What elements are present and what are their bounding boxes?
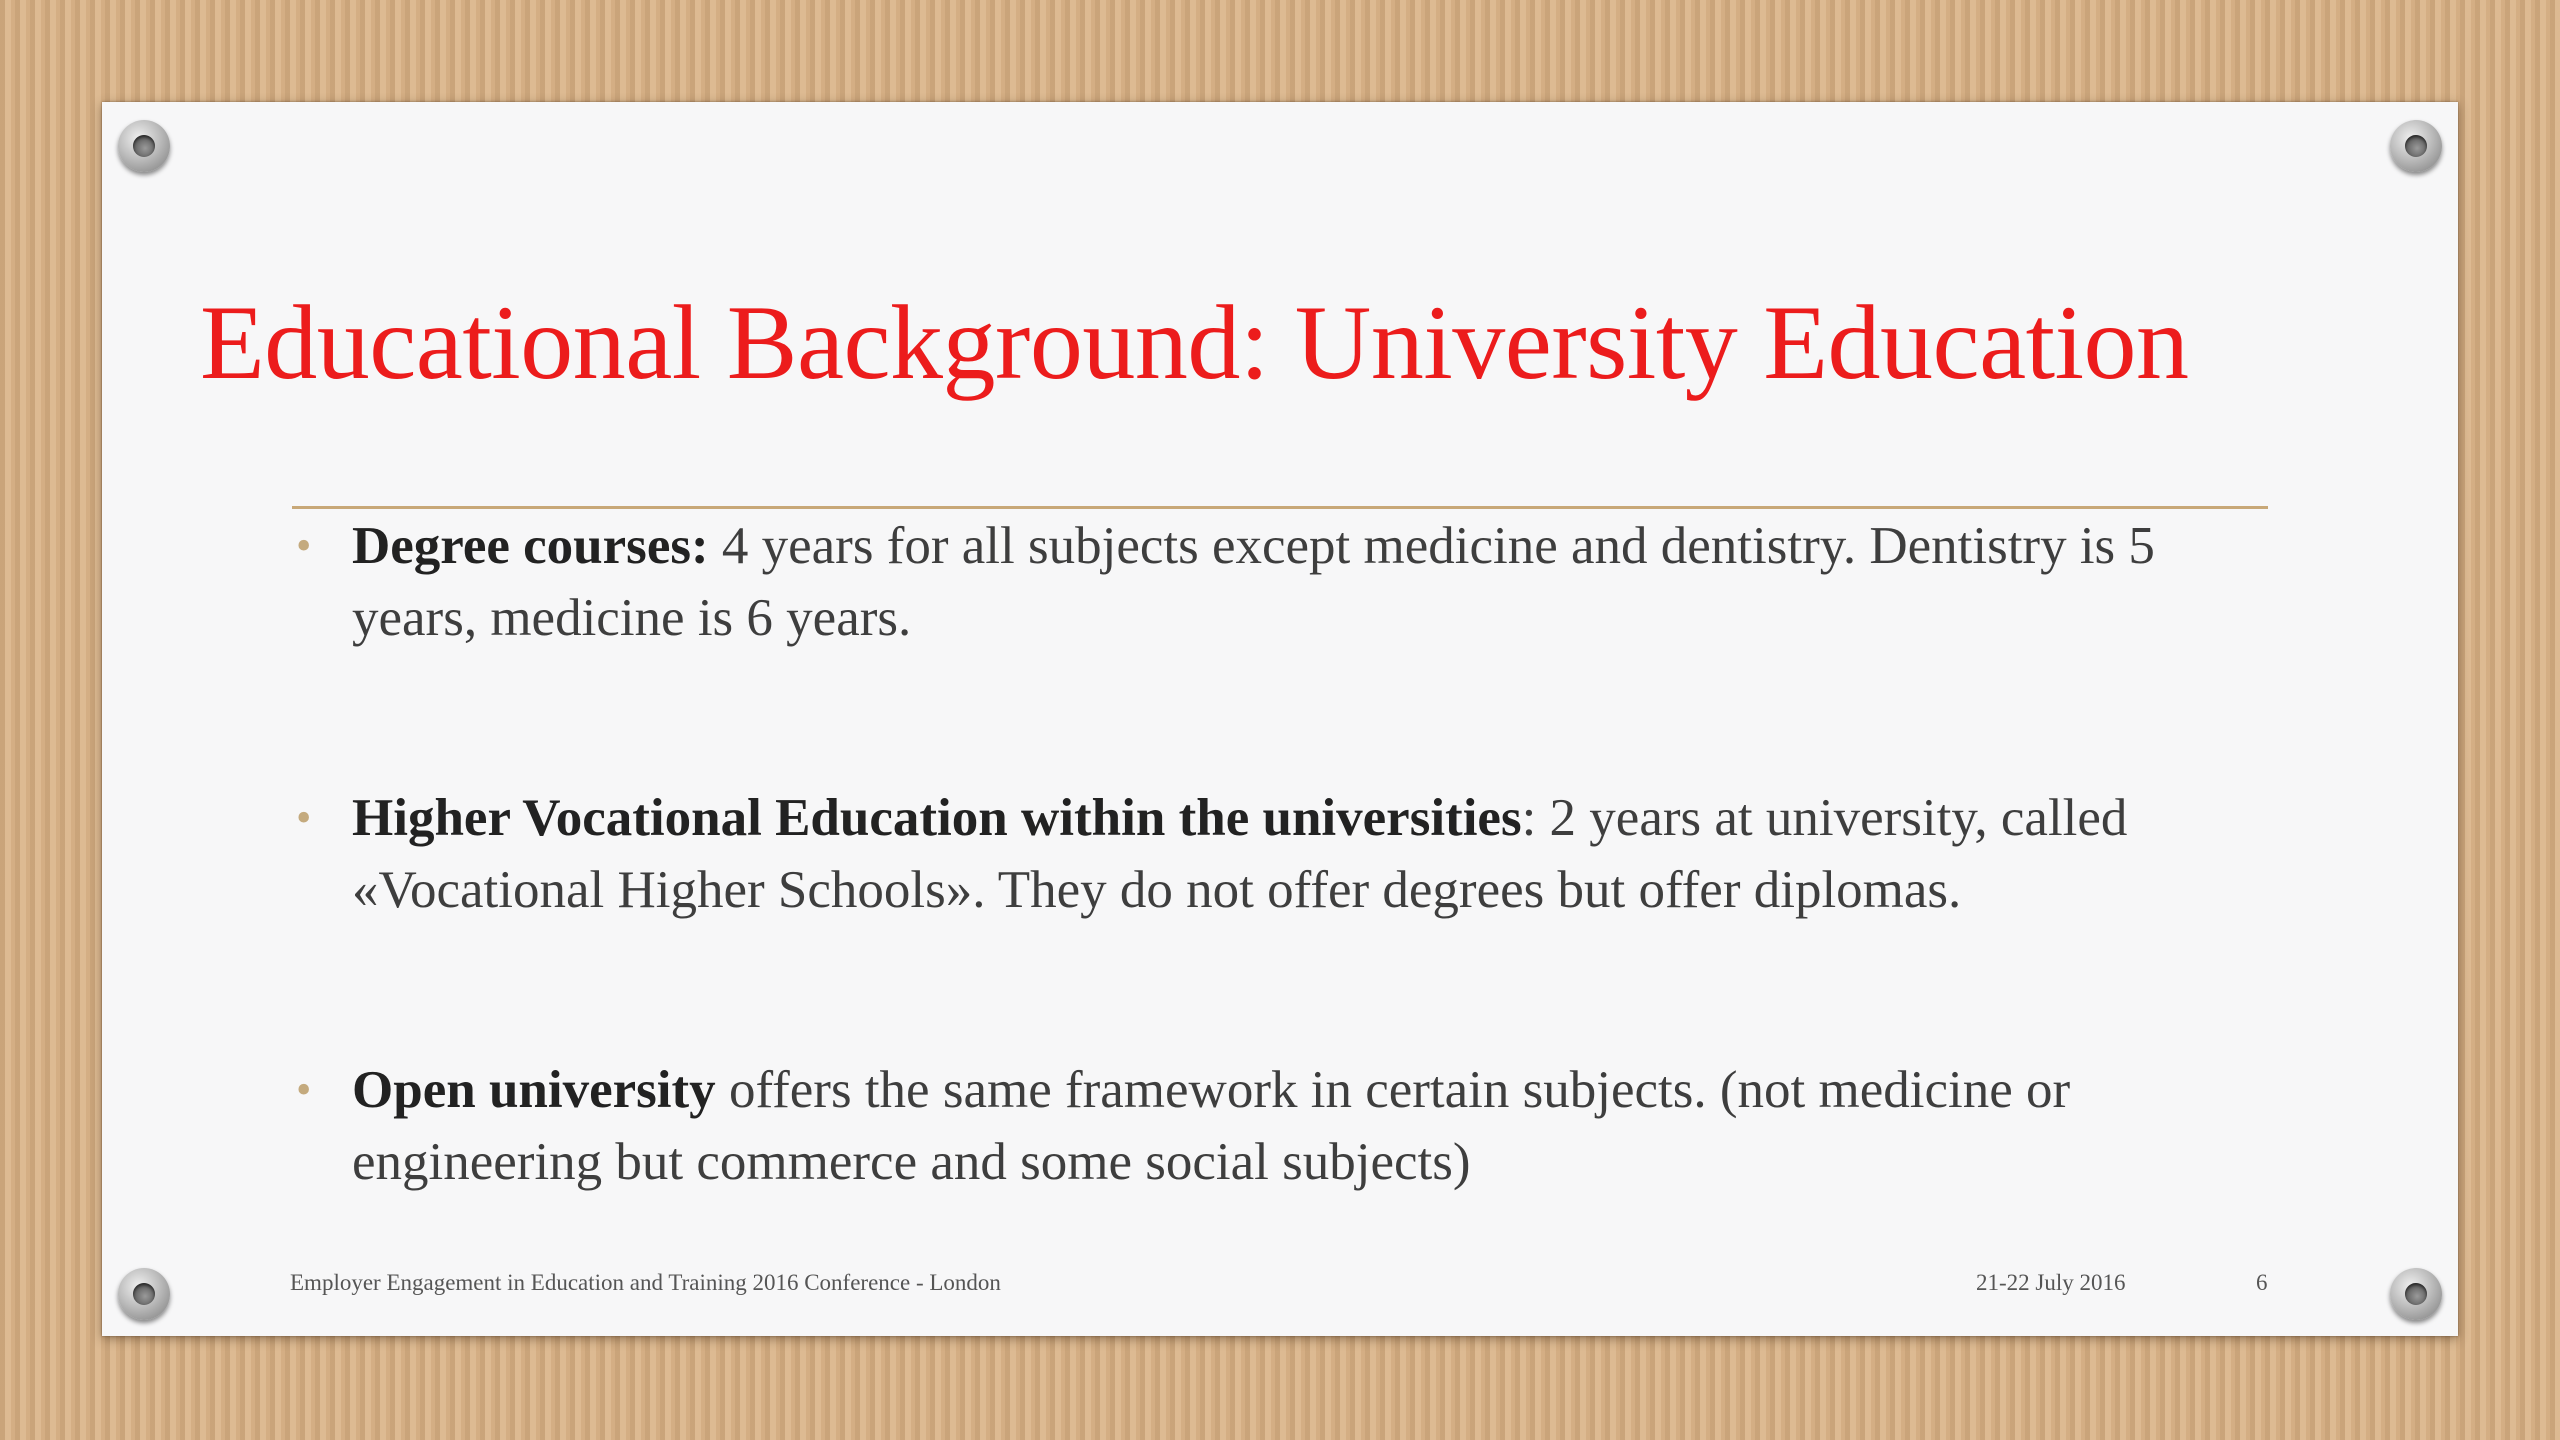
slide-title: Educational Background: University Education [200,284,2189,401]
bullet-item-degree-courses [292,510,2272,654]
pushpin-icon-bottom-left [118,1268,170,1320]
footer-date: 21-22 July 2016 [1976,1270,2126,1295]
pushpin-icon-top-right [2390,120,2442,172]
bullet-heading: Open university [352,1061,716,1119]
bullet-text: offers the same framework in certain subjects. (not medicine or engineering but commerce and some social subjects) [352,1061,2071,1191]
bullet-heading: Degree courses: [352,517,709,575]
bullet-item-open-university [292,1054,2272,1198]
footer-event-name: Employer Engagement in Education and Training 2016 Conference - London [290,1270,1001,1295]
bullet-item-higher-vocational-education [292,782,2272,926]
bullet-list [292,510,2272,1198]
bullet-dot-icon: • [296,1065,312,1114]
footer-page-number: 6 [2256,1270,2268,1295]
bullet-dot-icon: • [296,521,312,570]
title-divider [292,506,2268,509]
pushpin-icon-top-left [118,120,170,172]
pushpin-icon-bottom-right [2390,1268,2442,1320]
bullet-text: : 2 years at university, called «Vocational Higher Schools». They do not offer degrees but offer diplomas. [352,789,2128,919]
bullet-dot-icon: • [296,793,312,842]
bullet-text: 4 years for all subjects except medicine and dentistry. Dentistry is 5 years, medicine is 6 years. [352,517,2155,647]
bullet-heading: Higher Vocational Education within the universities [352,789,1522,847]
